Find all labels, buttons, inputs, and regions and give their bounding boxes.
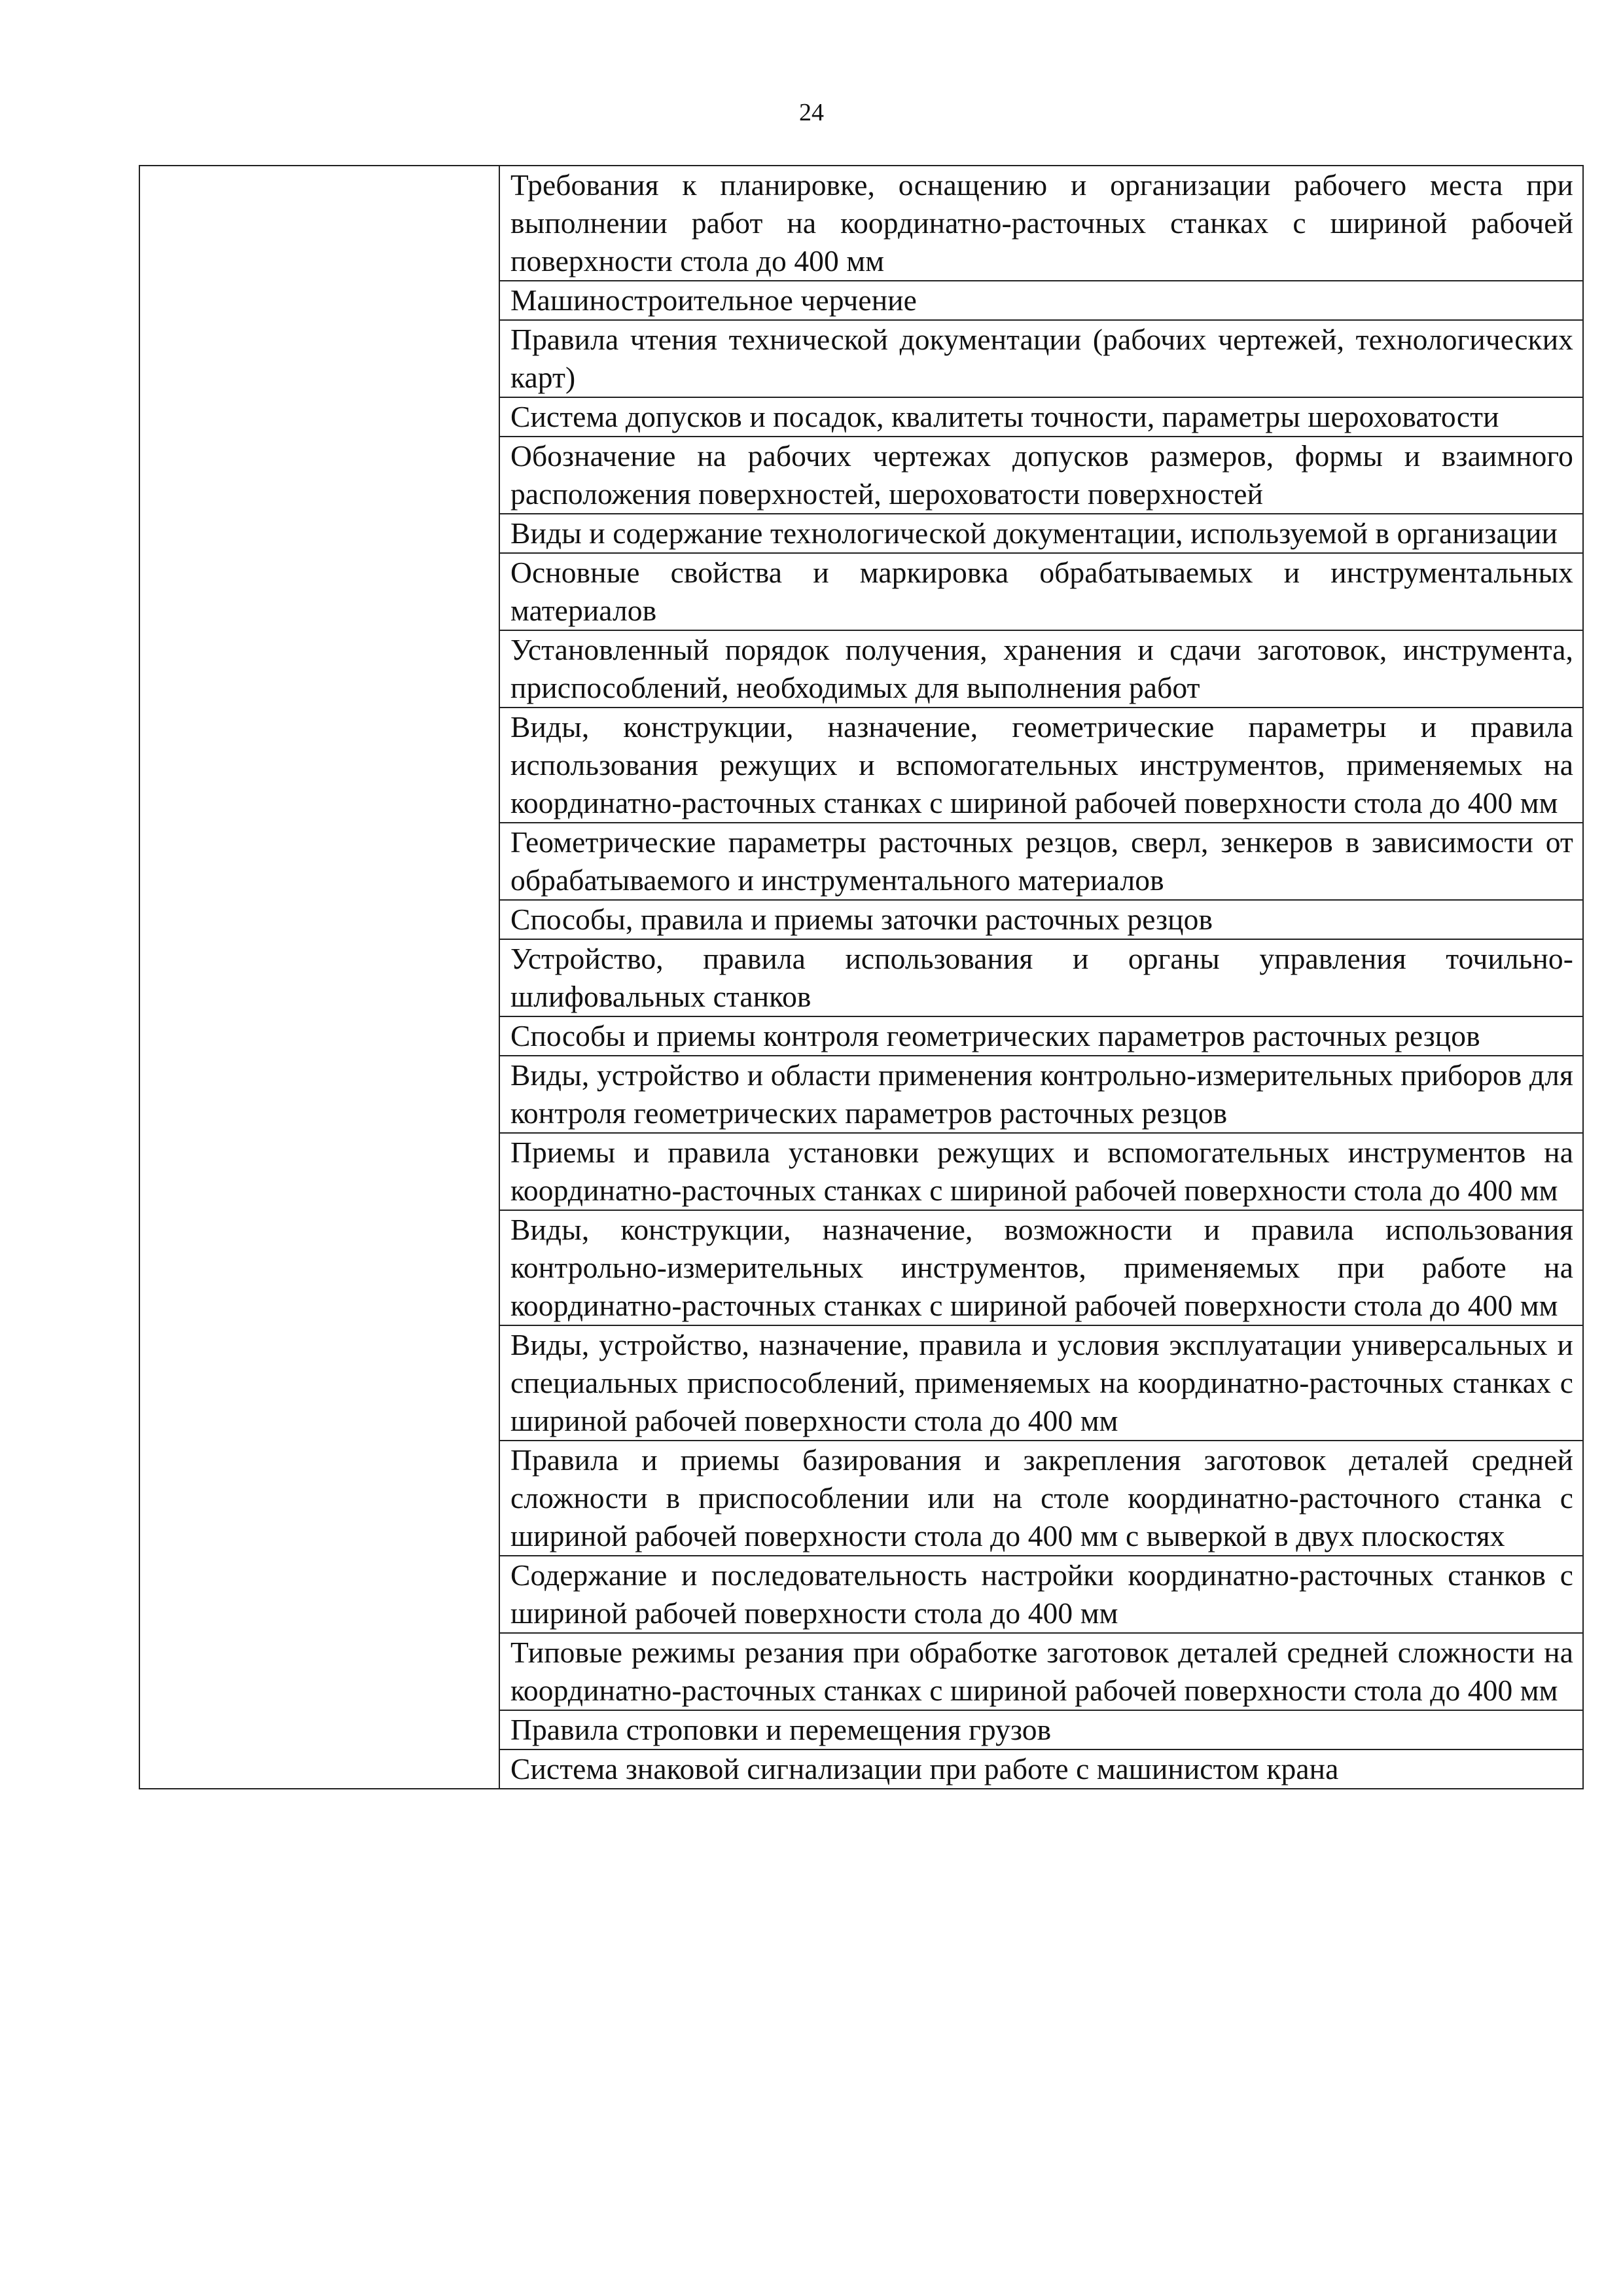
requirements-table bbox=[139, 165, 1584, 1789]
table-cell bbox=[499, 553, 1583, 630]
cell-text: Требования к планировке, оснащению и организации рабочего места при выполнении работ на координатно-расточных станках с шириной рабочей поверхности стола до 400 мм bbox=[510, 168, 1573, 278]
table-cell bbox=[499, 900, 1583, 939]
table-cell bbox=[499, 708, 1583, 823]
table-row bbox=[139, 166, 1583, 281]
table-cell bbox=[499, 1441, 1583, 1556]
cell-text: Типовые режимы резания при обработке заготовок деталей средней сложности на координатно-расточных станках с шириной рабочей поверхности стола до 400 мм bbox=[510, 1636, 1573, 1707]
table-cell bbox=[499, 1056, 1583, 1133]
cell-text: Виды, конструкции, назначение, геометрические параметры и правила использования режущих и вспомогательных инструментов, применяемых на координатно-расточных станках с шириной рабочей поверхности стола до 400 мм bbox=[510, 710, 1573, 819]
cell-text: Виды, устройство, назначение, правила и условия эксплуатации универсальных и специальных приспособлений, применяемых на координатно-расточных станках с шириной рабочей поверхности стола до 400 мм bbox=[510, 1328, 1573, 1437]
table-cell bbox=[499, 1016, 1583, 1056]
empty-left-cell bbox=[139, 166, 499, 1789]
cell-text: Геометрические параметры расточных резцов, сверл, зенкеров в зависимости от обрабатываемого и инструментального материалов bbox=[510, 825, 1573, 897]
cell-text: Приемы и правила установки режущих и вспомогательных инструментов на координатно-расточных станках с шириной рабочей поверхности стола до 400 мм bbox=[510, 1136, 1573, 1207]
table-cell bbox=[499, 823, 1583, 900]
table-cell bbox=[499, 166, 1583, 281]
table-cell bbox=[499, 1210, 1583, 1325]
table-cell bbox=[499, 514, 1583, 553]
table-cell bbox=[499, 630, 1583, 708]
cell-text: Способы, правила и приемы заточки расточных резцов bbox=[510, 903, 1213, 936]
cell-text: Виды и содержание технологической документации, используемой в организации bbox=[510, 516, 1558, 550]
cell-text: Виды, устройство и области применения контрольно-измерительных приборов для контроля геометрических параметров расточных резцов bbox=[510, 1058, 1573, 1130]
table-cell bbox=[499, 1133, 1583, 1210]
cell-text: Устройство, правила использования и органы управления точильно-шлифовальных станков bbox=[510, 942, 1573, 1013]
cell-text: Правила и приемы базирования и закрепления заготовок деталей средней сложности в приспособлении или на столе координатно-расточного станка с шириной рабочей поверхности стола до 400 мм с выверкой в двух плоскостях bbox=[510, 1443, 1573, 1552]
cell-text: Виды, конструкции, назначение, возможности и правила использования контрольно-измерительных инструментов, применяемых при работе на координатно-расточных станках с шириной рабочей поверхности стола до 400 мм bbox=[510, 1213, 1573, 1322]
cell-text: Система знаковой сигнализации при работе с машинистом крана bbox=[510, 1752, 1339, 1785]
cell-text: Обозначение на рабочих чертежах допусков размеров, формы и взаимного расположения поверхностей, шероховатости поверхностей bbox=[510, 439, 1573, 511]
cell-text: Правила чтения технической документации (рабочих чертежей, технологических карт) bbox=[510, 323, 1573, 394]
table-cell bbox=[499, 397, 1583, 437]
cell-text: Машиностроительное черчение bbox=[510, 283, 917, 317]
cell-text: Система допусков и посадок, квалитеты точности, параметры шероховатости bbox=[510, 400, 1499, 433]
cell-text: Содержание и последовательность настройки координатно-расточных станков с шириной рабочей поверхности стола до 400 мм bbox=[510, 1558, 1573, 1630]
table-cell bbox=[499, 1710, 1583, 1749]
cell-text: Способы и приемы контроля геометрических параметров расточных резцов bbox=[510, 1019, 1480, 1052]
table-cell bbox=[499, 1556, 1583, 1633]
table-cell bbox=[499, 1633, 1583, 1710]
table-cell bbox=[499, 320, 1583, 397]
table-cell bbox=[499, 939, 1583, 1016]
table-cell bbox=[499, 1749, 1583, 1789]
table-cell bbox=[499, 281, 1583, 320]
table-cell bbox=[499, 1325, 1583, 1441]
page-number: 24 bbox=[799, 99, 824, 126]
cell-text: Правила строповки и перемещения грузов bbox=[510, 1713, 1052, 1746]
table-cell bbox=[499, 437, 1583, 514]
cell-text: Основные свойства и маркировка обрабатываемых и инструментальных материалов bbox=[510, 556, 1573, 627]
cell-text: Установленный порядок получения, хранения и сдачи заготовок, инструмента, приспособлений, необходимых для выполнения работ bbox=[510, 633, 1573, 704]
